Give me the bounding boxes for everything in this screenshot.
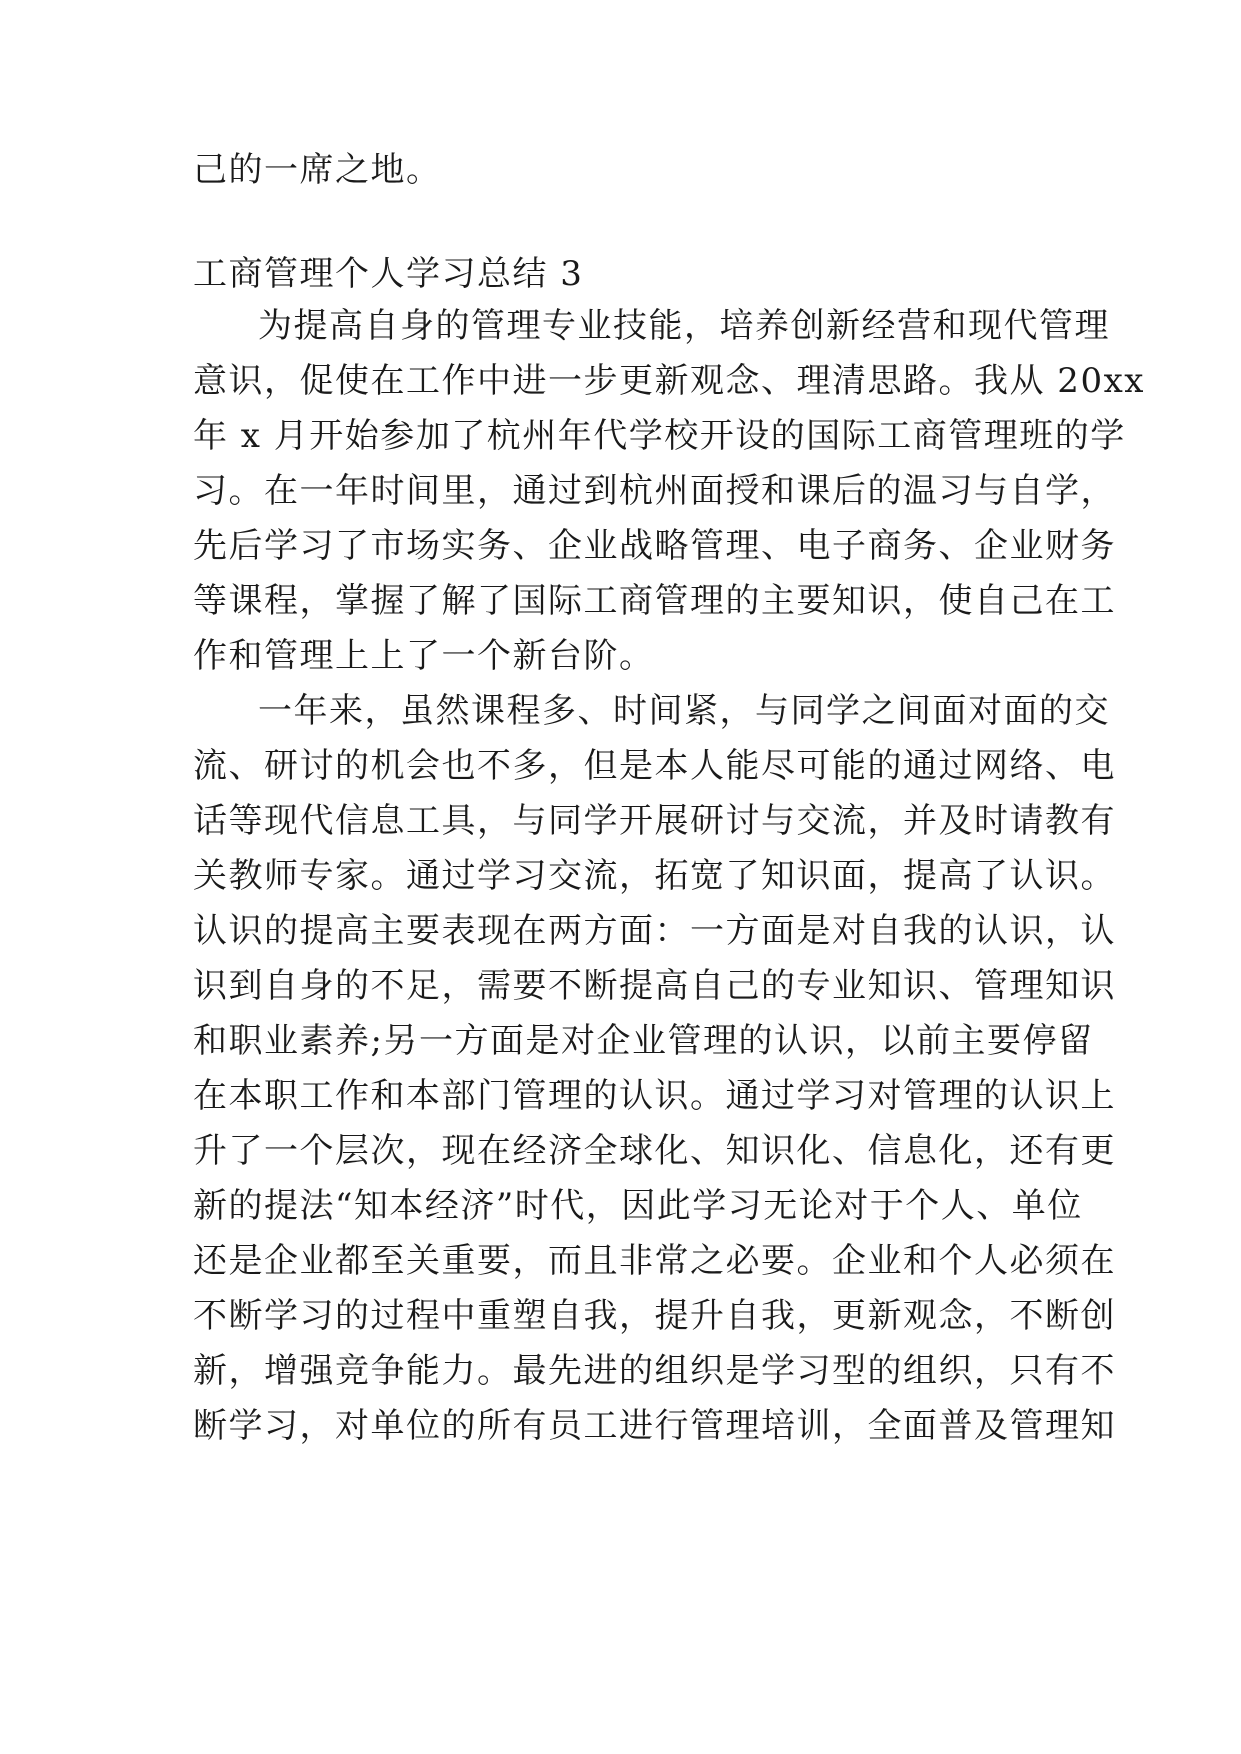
paragraph-1-line-7: 作和管理上上了一个新台阶。 xyxy=(193,636,655,676)
paragraph-2-line-11: 还是企业都至关重要，而且非常之必要。企业和个人必须在 xyxy=(193,1241,1116,1281)
section-title: 工商管理个人学习总结 3 xyxy=(193,254,584,294)
paragraph-2-line-3: 话等现代信息工具，与同学开展研讨与交流，并及时请教有 xyxy=(193,801,1116,841)
paragraph-2-line-8: 在本职工作和本部门管理的认识。通过学习对管理的认识上 xyxy=(193,1076,1116,1116)
paragraph-1-line-4: 习。在一年时间里，通过到杭州面授和课后的温习与自学， xyxy=(193,471,1116,511)
paragraph-1-line-6: 等课程，掌握了解了国际工商管理的主要知识，使自己在工 xyxy=(193,581,1116,621)
paragraph-2-line-9: 升了一个层次，现在经济全球化、知识化、信息化，还有更 xyxy=(193,1131,1116,1171)
paragraph-2-line-5: 认识的提高主要表现在两方面：一方面是对自我的认识，认 xyxy=(193,911,1116,951)
paragraph-2-line-6: 识到自身的不足，需要不断提高自己的专业知识、管理知识 xyxy=(193,966,1116,1006)
paragraph-1-line-2: 意识，促使在工作中进一步更新观念、理清思路。我从 20xx xyxy=(193,361,1145,401)
paragraph-2-line-13: 新，增强竞争能力。最先进的组织是学习型的组织，只有不 xyxy=(193,1351,1116,1391)
paragraph-2-line-4: 关教师专家。通过学习交流，拓宽了知识面，提高了认识。 xyxy=(193,856,1116,896)
paragraph-2-line-14: 断学习，对单位的所有员工进行管理培训，全面普及管理知 xyxy=(193,1406,1116,1446)
paragraph-1-line-1: 为提高自身的管理专业技能，培养创新经营和现代管理 xyxy=(258,306,1110,346)
paragraph-1-line-5: 先后学习了市场实务、企业战略管理、电子商务、企业财务 xyxy=(193,526,1116,566)
paragraph-2-line-10: 新的提法“知本经济”时代，因此学习无论对于个人、单位 xyxy=(193,1186,1083,1226)
carryover-line: 己的一席之地。 xyxy=(193,150,442,190)
paragraph-1-line-3: 年 x 月开始参加了杭州年代学校开设的国际工商管理班的学 xyxy=(193,416,1126,456)
paragraph-2-line-7: 和职业素养;另一方面是对企业管理的认识，以前主要停留 xyxy=(193,1021,1094,1061)
paragraph-2-line-12: 不断学习的过程中重塑自我，提升自我，更新观念，不断创 xyxy=(193,1296,1116,1336)
paragraph-2-line-2: 流、研讨的机会也不多，但是本人能尽可能的通过网络、电 xyxy=(193,746,1116,786)
paragraph-2-line-1: 一年来，虽然课程多、时间紧，与同学之间面对面的交 xyxy=(258,691,1110,731)
